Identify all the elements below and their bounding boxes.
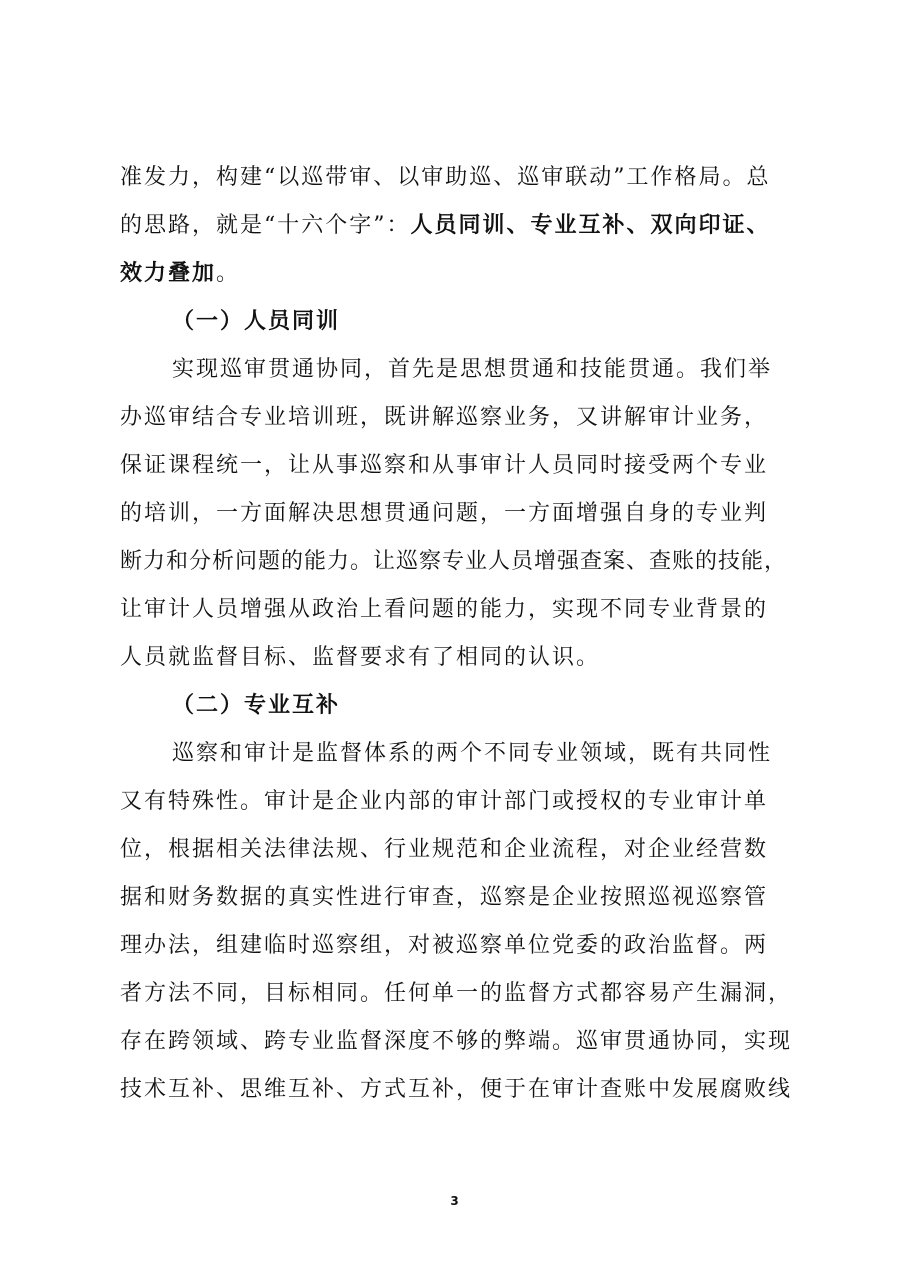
- section-2-line: 技术互补、思维互补、方式互补，便于在审计查账中发展腐败线: [120, 1077, 793, 1102]
- document-body: [120, 154, 800, 1114]
- section-1-line: 办巡审结合专业培训班，既讲解巡察业务，又讲解审计业务，: [120, 405, 769, 430]
- section-1-line: 的培训，一方面解决思想贯通问题，一方面增强自身的专业判: [120, 501, 769, 526]
- intro-line-1-text: 准发力，构建“以巡带审、以审助巡、巡审联动”工作格局。总: [120, 165, 771, 190]
- section-1-heading: （一）人员同训: [172, 309, 341, 334]
- section-2-line: 者方法不同，目标相同。任何单一的监督方式都容易产生漏洞，: [120, 981, 793, 1006]
- intro-line-3: [120, 250, 800, 298]
- page-number: 3: [450, 1194, 459, 1208]
- intro-line-2-emphasis: 人员同训、专业互补、双向印证、: [410, 213, 771, 238]
- section-2-line: 据和财务数据的真实性进行审查，巡察是企业按照巡视巡察管: [120, 885, 769, 910]
- section-2-line: 理办法，组建临时巡察组，对被巡察单位党委的政治监督。两: [120, 933, 769, 958]
- section-1-line: 让审计人员增强从政治上看问题的能力，实现不同专业背景的: [120, 597, 769, 622]
- section-2-line: 又有特殊性。审计是企业内部的审计部门或授权的专业审计单: [120, 789, 769, 814]
- section-1-line: 人员就监督目标、监督要求有了相同的认识。: [120, 645, 601, 670]
- section-2-line: 位，根据相关法律法规、行业规范和企业流程，对企业经营数: [120, 837, 769, 862]
- section-1-line: 断力和分析问题的能力。让巡察专业人员增强查案、查账的技能，: [120, 549, 788, 574]
- section-1-line: 实现巡审贯通协同，首先是思想贯通和技能贯通。我们举: [172, 357, 773, 382]
- section-2-line: 巡察和审计是监督体系的两个不同专业领域，既有共同性: [172, 741, 773, 766]
- section-2-line: 存在跨领域、跨专业监督深度不够的弊端。巡审贯通协同，实现: [120, 1029, 793, 1054]
- intro-line-2: [120, 202, 800, 250]
- intro-line-1: [120, 154, 800, 202]
- intro-line-3-text: 。: [216, 261, 241, 286]
- section-2-heading: （二）专业互补: [172, 693, 341, 718]
- intro-line-3-emphasis: 效力叠加: [120, 261, 217, 286]
- intro-line-2-text: 的思路，就是“十六个字”：: [120, 213, 411, 238]
- section-1-line: 保证课程统一，让从事巡察和从事审计人员同时接受两个专业: [120, 453, 769, 478]
